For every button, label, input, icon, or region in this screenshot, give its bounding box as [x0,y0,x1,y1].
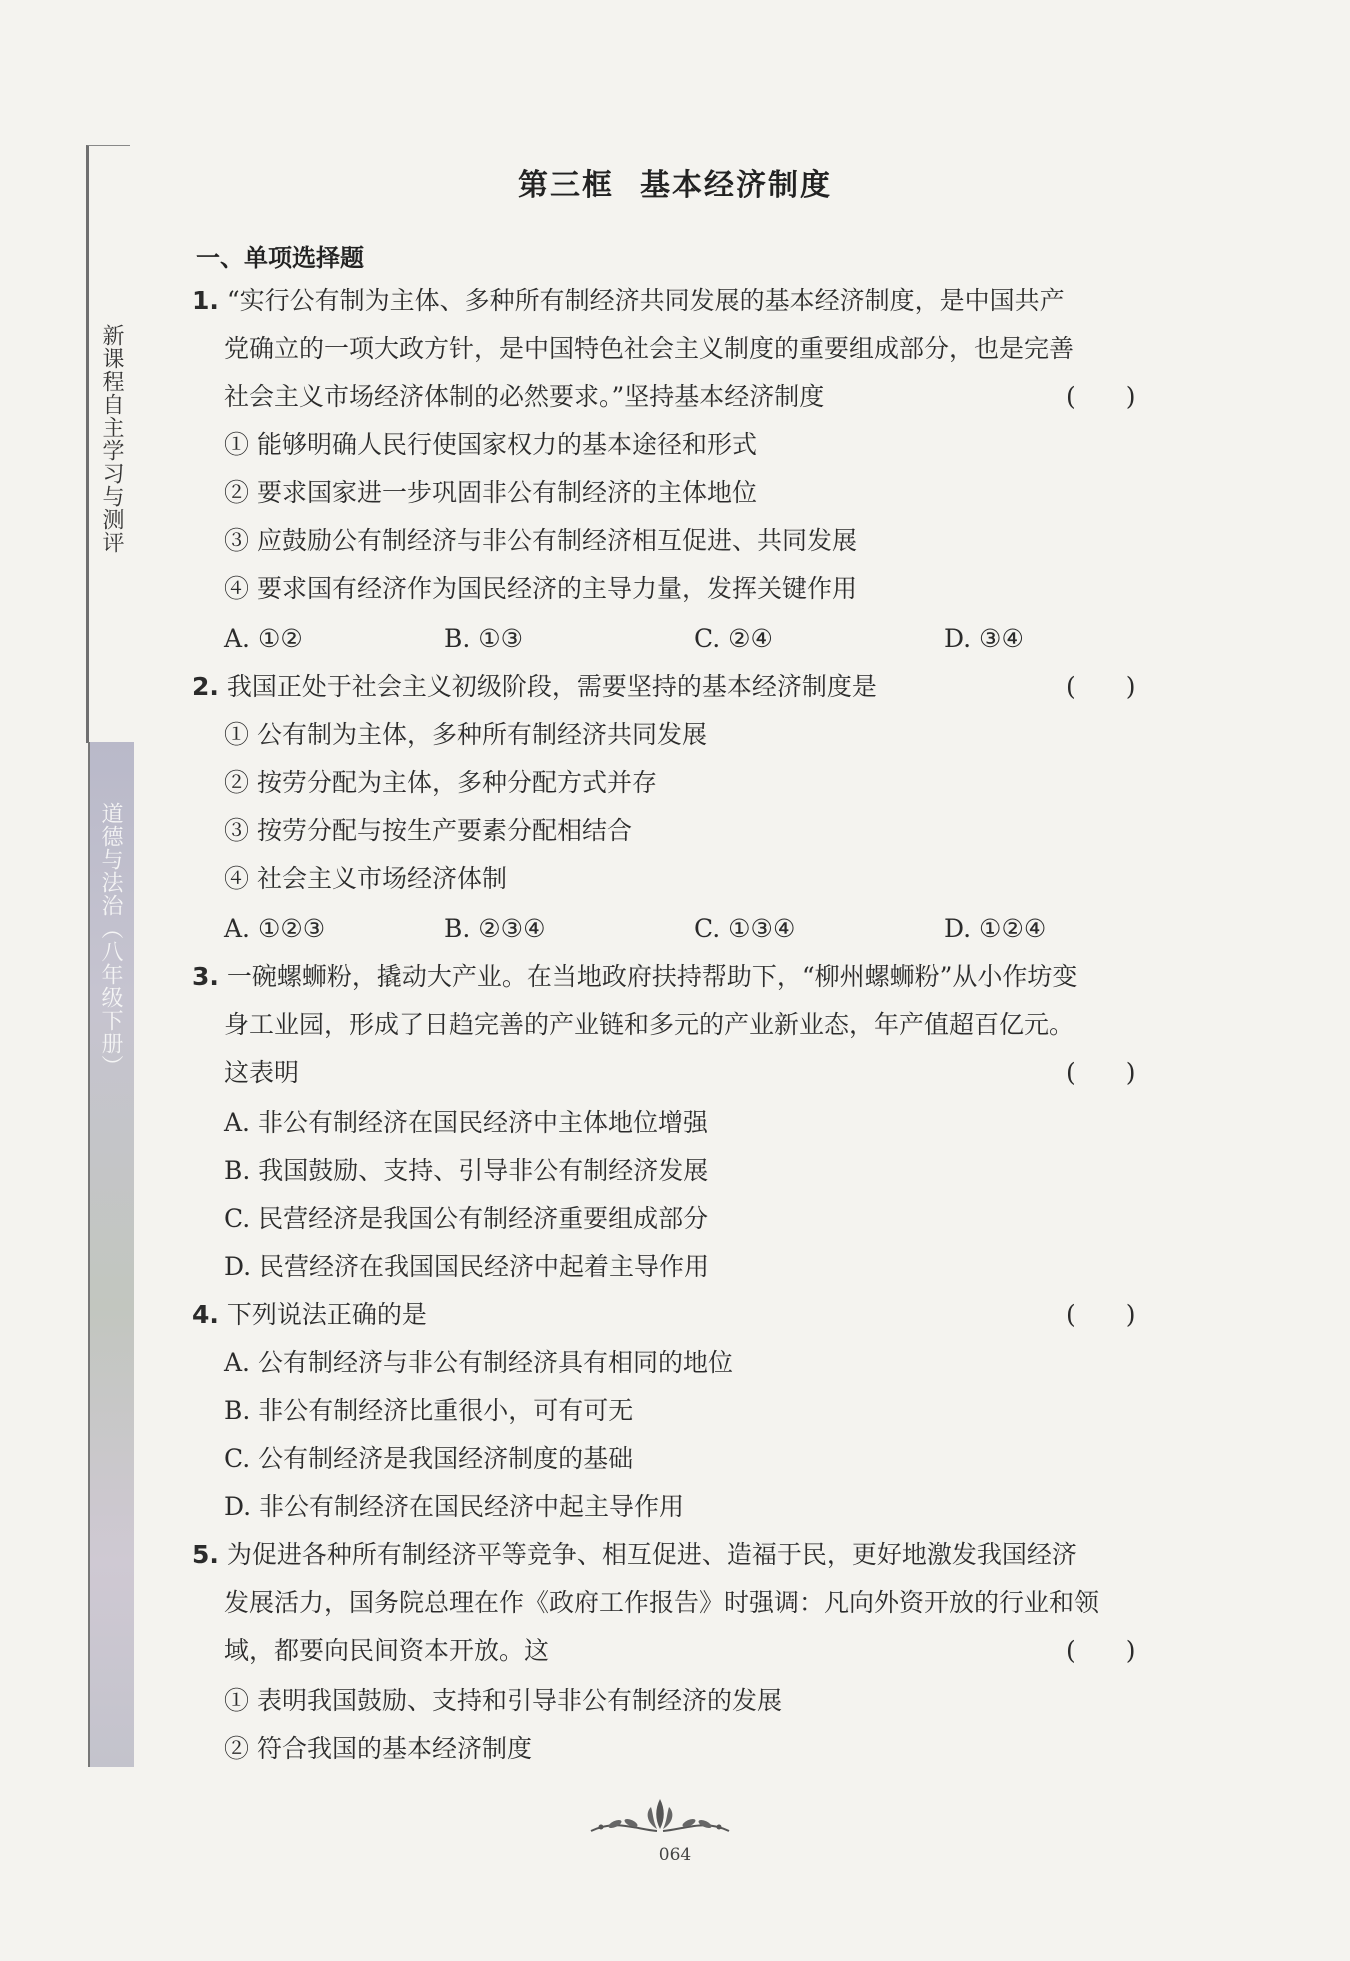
option-a: A. ①② [224,624,303,653]
question-3-line-1 [192,960,1077,994]
statement-item: ② 按劳分配为主体，多种分配方式并存 [224,768,657,797]
question-stem: 社会主义市场经济体制的必然要求。”坚持基本经济制度 [224,382,825,411]
question-stem: 域，都要向民间资本开放。这 [224,1636,550,1665]
sidebar-subject-label: 道德与法治（八年级下册） [98,802,123,1078]
option-c: C. 公有制经济是我国经济制度的基础 [224,1444,634,1473]
option-a: A. ①②③ [224,914,326,943]
section-heading: 一、单项选择题 [196,244,364,272]
answer-blank: ( ) [1066,672,1136,701]
page-title [0,160,1350,204]
sidebar-bottom-band [88,742,134,1767]
option-d: D. ③④ [944,624,1024,653]
answer-blank: ( ) [1066,1058,1136,1087]
question-4-line-1 [192,1298,427,1332]
answer-blank: ( ) [1066,1636,1136,1665]
question-number: 2. [192,672,219,701]
statement-item: ② 符合我国的基本经济制度 [224,1734,532,1763]
statement-item: ④ 要求国有经济作为国民经济的主导力量，发挥关键作用 [224,574,857,603]
question-stem: 下列说法正确的是 [226,1300,427,1329]
option-c: C. 民营经济是我国公有制经济重要组成部分 [224,1204,709,1233]
option-b: B. 我国鼓励、支持、引导非公有制经济发展 [224,1156,709,1185]
question-number: 1. [192,286,219,315]
sidebar-book-title: 新课程自主学习与测评 [99,324,124,554]
statement-item: ③ 按劳分配与按生产要素分配相结合 [224,816,632,845]
option-b: B. ①③ [444,624,524,653]
question-stem: 为促进各种所有制经济平等竞争、相互促进、造福于民，更好地激发我国经济 [226,1540,1077,1569]
answer-blank: ( ) [1066,382,1136,411]
question-number: 4. [192,1300,219,1329]
option-a: A. 非公有制经济在国民经济中主体地位增强 [224,1108,708,1137]
answer-blank: ( ) [1066,1300,1136,1329]
question-2-line-1 [192,670,877,704]
option-b: B. 非公有制经济比重很小，可有可无 [224,1396,634,1425]
statement-item: ① 公有制为主体，多种所有制经济共同发展 [224,720,707,749]
option-a: A. 公有制经济与非公有制经济具有相同的地位 [224,1348,733,1377]
title-part-2: 基本经济制度 [640,168,832,203]
page-number: 064 [658,1845,692,1865]
option-d: D. ①②④ [944,914,1047,943]
question-5-line-1 [192,1538,1077,1572]
option-c: C. ②④ [694,624,773,653]
statement-item: ② 要求国家进一步巩固非公有制经济的主体地位 [224,478,757,507]
footer-ornament-icon [585,1795,735,1839]
statement-item: ① 能够明确人民行使国家权力的基本途径和形式 [224,430,757,459]
question-stem: 发展活力，国务院总理在作《政府工作报告》时强调：凡向外资开放的行业和领 [224,1588,1100,1617]
statement-item: ① 表明我国鼓励、支持和引导非公有制经济的发展 [224,1686,782,1715]
option-d: D. 非公有制经济在国民经济中起主导作用 [224,1492,685,1521]
option-d: D. 民营经济在我国国民经济中起着主导作用 [224,1252,710,1281]
question-stem: 一碗螺蛳粉，撬动大产业。在当地政府扶持帮助下，“柳州螺蛳粉”从小作坊变 [226,962,1078,991]
option-b: B. ②③④ [444,914,546,943]
question-stem: 党确立的一项大政方针，是中国特色社会主义制度的重要组成部分，也是完善 [224,334,1075,363]
question-number: 3. [192,962,219,991]
option-c: C. ①③④ [694,914,796,943]
question-1-line-1 [192,284,1065,318]
question-stem: “实行公有制为主体、多种所有制经济共同发展的基本经济制度，是中国共产 [226,286,1065,315]
sidebar-top-band [86,145,130,743]
question-stem: 这表明 [224,1058,300,1087]
question-stem: 身工业园，形成了日趋完善的产业链和多元的产业新业态，年产值超百亿元。 [224,1010,1075,1039]
question-stem: 我国正处于社会主义初级阶段，需要坚持的基本经济制度是 [226,672,877,701]
question-number: 5. [192,1540,219,1569]
statement-item: ④ 社会主义市场经济体制 [224,864,507,893]
statement-item: ③ 应鼓励公有制经济与非公有制经济相互促进、共同发展 [224,526,857,555]
title-part-1: 第三框 [518,168,614,203]
